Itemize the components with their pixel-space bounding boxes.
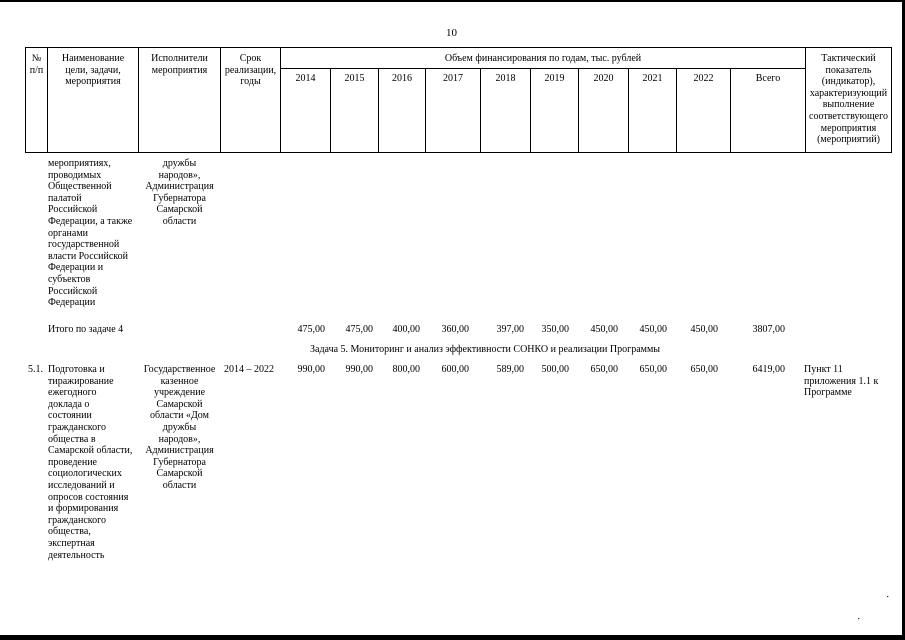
header-term: Срок реализации, годы [224, 53, 277, 88]
page-number: 10 [446, 27, 457, 39]
header-num: № п/п [29, 53, 44, 76]
row-value: 990,00 [297, 364, 325, 375]
scan-speck: ⋅ [886, 592, 890, 603]
scan-frame-bottom [0, 635, 905, 640]
row-value: 500,00 [541, 364, 569, 375]
total-value: 350,00 [541, 324, 569, 335]
row-value: 800,00 [392, 364, 420, 375]
header-year: 2014 [295, 73, 316, 84]
total-value: 400,00 [392, 324, 420, 335]
row-value: 650,00 [590, 364, 618, 375]
total-value: 397,00 [496, 324, 524, 335]
continuation-name: мероприятиях, проводимых Общественной палатой Российской Федерации, а также органами государственной власти Российской Федерации и субъектов Российской Федерации [48, 158, 133, 309]
header-col-line [891, 47, 892, 153]
header-executors: Исполнители мероприятия [151, 53, 208, 76]
total-value-sum: 3807,00 [752, 324, 785, 335]
header-year: 2017 [443, 73, 463, 84]
row-term: 2014 – 2022 [224, 364, 274, 375]
header-year: 2019 [544, 73, 565, 84]
row-indicator: Пункт 11 приложения 1.1 к Программе [804, 364, 879, 399]
header-year: 2021 [642, 73, 663, 84]
row-number: 5.1. [28, 364, 43, 375]
header-funding: Объем финансирования по годам, тыс. рублей [444, 53, 642, 64]
row-value: 650,00 [690, 364, 718, 375]
header-top-border [25, 47, 891, 48]
row-value: 600,00 [441, 364, 469, 375]
total-label: Итого по задаче 4 [48, 324, 124, 335]
header-year: 2020 [593, 73, 614, 84]
row-value: 589,00 [496, 364, 524, 375]
total-value: 450,00 [590, 324, 618, 335]
scan-speck: ⋅ [857, 614, 861, 625]
row-value: 990,00 [345, 364, 373, 375]
header-year: 2015 [344, 73, 365, 84]
total-value: 475,00 [297, 324, 325, 335]
header-bottom-border [25, 152, 891, 153]
row-value-sum: 6419,00 [752, 364, 785, 375]
header-year: 2018 [495, 73, 516, 84]
total-value: 360,00 [441, 324, 469, 335]
total-value: 475,00 [345, 324, 373, 335]
header-year: 2022 [693, 73, 714, 84]
row-value: 650,00 [639, 364, 667, 375]
header-indicator: Тактический показатель (индикатор), характеризующий выполнение соответствующего мероприятия (мероприятий) [809, 53, 888, 146]
header-years-divider [280, 68, 805, 69]
continuation-executors: дружбы народов», Администрация Губернатора Самарской области [145, 158, 214, 227]
total-value: 450,00 [690, 324, 718, 335]
row-executors: Государственное казенное учреждение Самарской области «Дом дружбы народов», Администрация Губернатора Самарской области [143, 364, 216, 491]
scan-frame-top [0, 0, 905, 2]
total-value: 450,00 [639, 324, 667, 335]
header-total: Всего [755, 73, 781, 84]
task-heading: Задача 5. Мониторинг и анализ эффективности СОНКО и реализации Программы [310, 344, 661, 355]
row-name: Подготовка и тиражирование ежегодного доклада о состоянии гражданского общества в Самарской области, проведение социологических исследований и опросов состояния и формирования гражданского общества, экспертная деятельность [48, 364, 133, 561]
header-name: Наименование цели, задачи, мероприятия [61, 53, 125, 88]
header-year: 2016 [392, 73, 412, 84]
